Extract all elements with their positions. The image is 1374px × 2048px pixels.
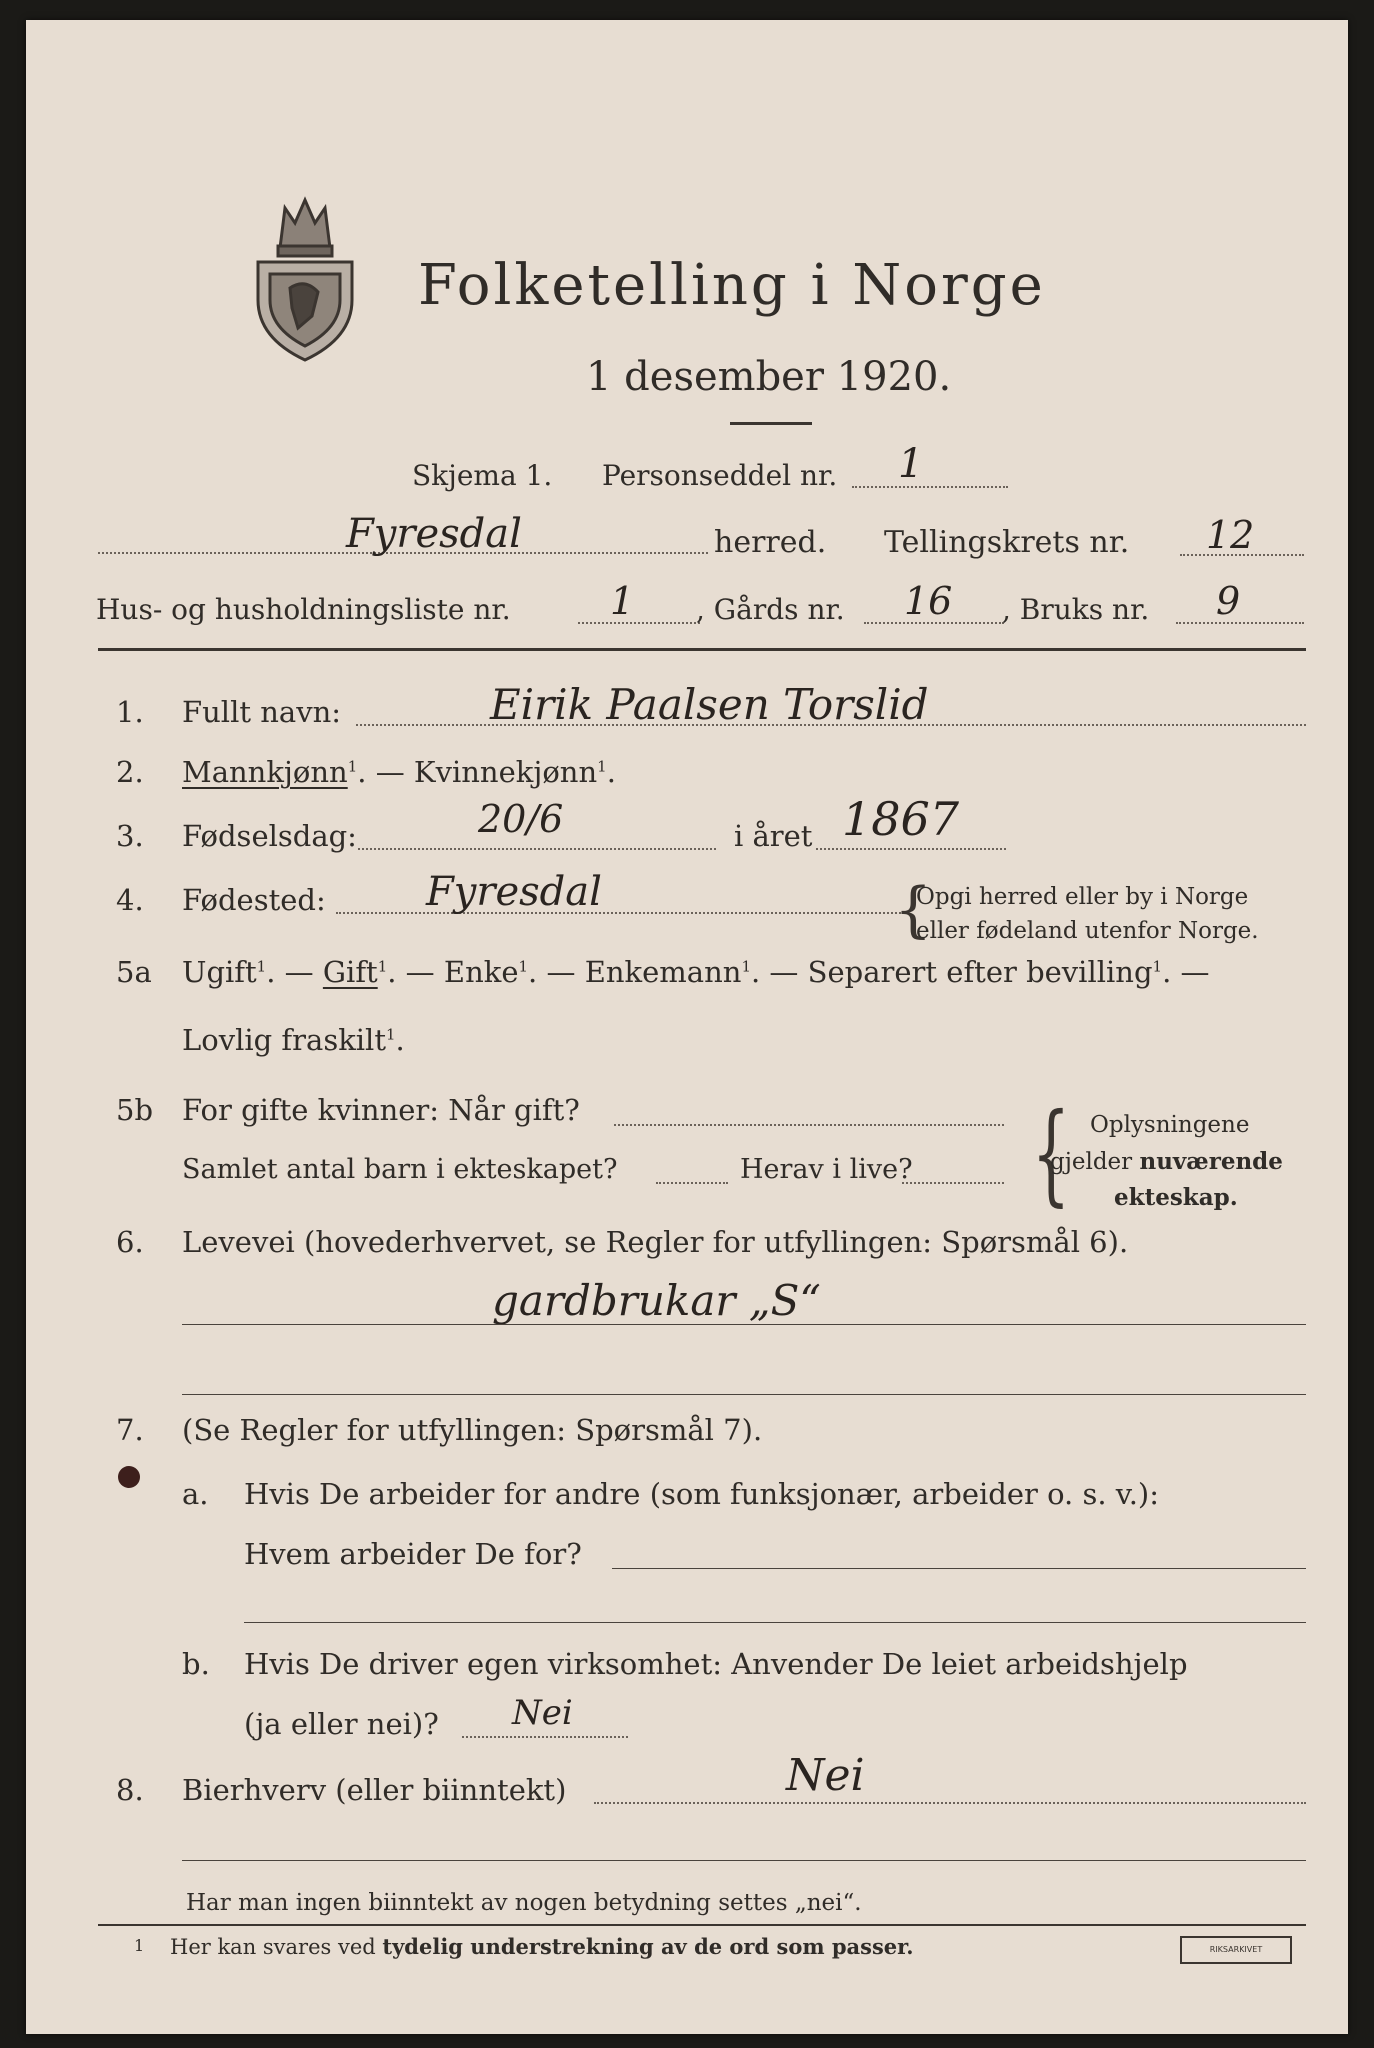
liste-label: Hus- og husholdningsliste nr. [96, 593, 511, 626]
marriage-note-1: Oplysningene [1090, 1112, 1250, 1138]
q7b-letter: b. [182, 1647, 210, 1681]
marriage-note-3: ekteskap. [1114, 1184, 1238, 1211]
marriage-note-2: gjelder nuværende [1050, 1148, 1283, 1175]
gift-option[interactable]: Gift [322, 955, 378, 989]
side-income-value[interactable]: Nei [786, 1750, 865, 1801]
fraskilt-line: Lovlig fraskilt$^1$. [182, 1023, 405, 1057]
title-divider [730, 422, 812, 425]
q5a-number: 5a [116, 955, 152, 989]
q7b-text: Hvis De driver egen virksomhet: Anvender De leiet arbeidshjelp [244, 1647, 1188, 1681]
personseddel-label: Personseddel nr. [602, 459, 838, 492]
personseddel-value[interactable]: 1 [898, 441, 924, 487]
enkemann-option[interactable]: Enkemann [584, 955, 742, 989]
occupation-value[interactable]: gardbrukar „S“ [492, 1276, 821, 1325]
footer-note: Har man ingen biinntekt av nogen betydning settes „nei“. [186, 1890, 862, 1916]
schema-label: Skjema 1. [412, 459, 553, 492]
q7a-letter: a. [182, 1477, 209, 1511]
footnote-mark: 1 [134, 1936, 145, 1955]
hired-help-value[interactable]: Nei [512, 1693, 573, 1733]
birthday-value[interactable]: 20/6 [478, 797, 564, 841]
wax-seal-mark [118, 1466, 140, 1488]
archive-stamp: RIKSARKIVET [1180, 1936, 1292, 1964]
census-date: 1 desember 1920. [586, 354, 952, 400]
norway-coat-of-arms-icon [250, 188, 360, 364]
male-option[interactable]: Mannkjønn [182, 755, 348, 789]
children-count-label: Samlet antal barn i ekteskapet? [182, 1154, 618, 1185]
herred-label: herred. [714, 525, 827, 560]
q2-number: 2. [116, 755, 144, 789]
children-alive-label: Herav i live? [740, 1154, 913, 1185]
marital-status-options: Ugift$^1$. — Gift$^1$. — Enke$^1$. — Enkemann$^1$. — Separert efter bevilling$^1$. — [182, 955, 1210, 989]
header-divider [98, 648, 1306, 651]
q1-number: 1. [116, 695, 144, 729]
q1-label: Fullt navn: [182, 695, 342, 729]
birthplace-value[interactable]: Fyresdal [426, 869, 602, 915]
bruks-label: , Bruks nr. [1002, 593, 1150, 626]
female-option[interactable]: Kvinnekjønn [413, 755, 598, 789]
census-form-sheet: Folketelling i Norge 1 desember 1920. Skjema 1. Personseddel nr. 1 Fyresdal herred. Tellingskrets nr. 12 Hus- og husholdningsliste nr. 1 , Gårds nr. 16 , Bruks nr. 9 1. Fullt navn: Eirik Paalsen Torslid 2. Mannkjønn$^1$. — Kvinnekjønn$^1$. 3. Fødselsdag: 20/6 i året 1867 4. Fødested: Fyresdal { Opgi herred eller by i Norge eller fødeland utenfor Norge. 5a Ugift$^1$. — Gift$^1$. — Enke$^1$. — Enkemann$^1$. — Separert efter bevilling$^1$. — Lovlig fraskilt$^1$. 5b For gifte kvinner: Når gift? Samlet antal barn i ekteskapet? Herav i live? { Oplysningene gjelder nuværende ekteskap. 6. Levevei (hovederhvervet, se Regler for utfyllingen: Spørsmål 6). gardbrukar „S“ 7. (Se Regler for utfyllingen: Spørsmål 7). a. Hvis De arbeider for andre (som funksjonær, arbeider o. s. v.): Hvem arbeider De for? b. Hvis De driver egen virksomhet: Anvender De leiet arbeidshjelp (ja eller nei)? Nei 8. Bierhverv (eller biinntekt) Nei Har man ingen biinntekt av nogen betydning settes „nei“. 1 Her kan svares ved tydelig understrekning av de ord som passer. RIKSARKIVET [26, 20, 1348, 2034]
q2-gender: Mannkjønn$^1$. — Kvinnekjønn$^1$. [182, 755, 616, 789]
q3-number: 3. [116, 819, 144, 853]
footnote-text: Her kan svares ved tydelig understrekning av de ord som passer. [170, 1934, 914, 1959]
footer-divider [98, 1924, 1306, 1926]
married-when-label: For gifte kvinner: Når gift? [182, 1093, 580, 1127]
q6-number: 6. [116, 1225, 144, 1259]
separert-option[interactable]: Separert efter bevilling [807, 955, 1153, 989]
ugift-option[interactable]: Ugift [182, 955, 257, 989]
q7a-text: Hvis De arbeider for andre (som funksjonær, arbeider o. s. v.): [244, 1477, 1160, 1511]
liste-value[interactable]: 1 [610, 579, 635, 623]
q8-number: 8. [116, 1773, 144, 1807]
birthplace-note-2: eller fødeland utenfor Norge. [916, 918, 1259, 944]
hired-help-label: (ja eller nei)? [244, 1707, 439, 1741]
gards-value[interactable]: 16 [904, 579, 953, 623]
fraskilt-option[interactable]: Lovlig fraskilt [182, 1023, 386, 1057]
q3-label: Fødselsdag: [182, 819, 357, 853]
full-name-value[interactable]: Eirik Paalsen Torslid [490, 680, 929, 729]
q7-label: (Se Regler for utfyllingen: Spørsmål 7). [182, 1413, 763, 1447]
enke-option[interactable]: Enke [443, 955, 519, 989]
herred-value[interactable]: Fyresdal [346, 511, 522, 557]
birthplace-note-1: Opgi herred eller by i Norge [916, 884, 1249, 910]
q4-label: Fødested: [182, 883, 326, 917]
gards-label: , Gårds nr. [696, 593, 845, 626]
side-income-label: Bierhverv (eller biinntekt) [182, 1773, 567, 1807]
occupation-label: Levevei (hovederhvervet, se Regler for utfyllingen: Spørsmål 6). [182, 1225, 1129, 1259]
q4-number: 4. [116, 883, 144, 917]
krets-value[interactable]: 12 [1206, 513, 1255, 557]
q5b-number: 5b [116, 1093, 154, 1127]
birth-year-value[interactable]: 1867 [842, 792, 960, 846]
employer-label: Hvem arbeider De for? [244, 1537, 582, 1571]
form-title: Folketelling i Norge [418, 253, 1046, 318]
krets-label: Tellingskrets nr. [884, 525, 1130, 560]
year-label: i året [734, 819, 813, 853]
bruks-value[interactable]: 9 [1216, 579, 1241, 623]
q7-number: 7. [116, 1413, 144, 1447]
